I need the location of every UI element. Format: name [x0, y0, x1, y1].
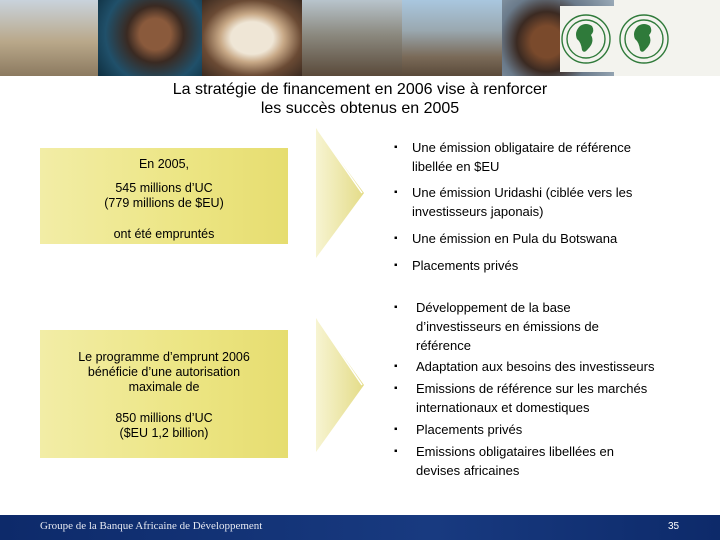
chevron-right-icon	[316, 318, 364, 452]
list-item-line: Placements privés	[416, 422, 523, 437]
photo-child	[98, 0, 202, 76]
list-item-line: d’investisseurs en émissions de	[416, 319, 599, 334]
summary-box-2005	[40, 148, 288, 244]
list-item-line: devises africaines	[416, 463, 520, 478]
box1-line-4: ont été empruntés	[113, 227, 215, 241]
box1-line-1: En 2005,	[138, 157, 190, 171]
box2-line-1: Le programme d’emprunt 2006	[78, 350, 250, 364]
list-item-line: Emissions de référence sur les marchés	[416, 381, 648, 396]
bullet-mark: ▪	[394, 233, 398, 244]
photo-city	[402, 0, 502, 76]
summary-box-2006	[40, 330, 288, 458]
bullet-mark: ▪	[394, 260, 398, 271]
bullet-mark: ▪	[394, 361, 398, 372]
photo-buildings	[0, 0, 98, 76]
bullet-mark: ▪	[394, 302, 398, 313]
footer-bar	[0, 515, 720, 540]
list-item-line: référence	[416, 338, 471, 353]
list-item-line: Une émission obligataire de référence	[412, 140, 631, 155]
title-line-2: les succès obtenus en 2005	[260, 100, 460, 117]
bullet-mark: ▪	[394, 446, 398, 457]
box2-line-3: maximale de	[128, 380, 200, 394]
bullet-mark: ▪	[394, 424, 398, 435]
photo-shell	[202, 0, 302, 76]
title-line-1: La stratégie de financement en 2006 vise à renforcer	[172, 81, 548, 98]
photo-banner	[0, 0, 720, 76]
box2-line-4: 850 millions d’UC	[115, 411, 213, 425]
box2-line-5: ($EU 1,2 billion)	[119, 426, 209, 440]
list-item-line: Adaptation aux besoins des investisseurs	[416, 359, 655, 374]
box2-line-2: bénéficie d’une autorisation	[87, 365, 241, 379]
list-item-line: Développement de la base	[416, 300, 571, 315]
list-item-line: Placements privés	[412, 258, 519, 273]
list-item-line: investisseurs japonais)	[412, 204, 544, 219]
bullet-mark: ▪	[394, 187, 398, 198]
bullet-mark: ▪	[394, 142, 398, 153]
chevron-right-icon	[316, 128, 364, 258]
slide-title	[100, 80, 620, 118]
footer-org-name: Groupe de la Banque Africaine de Développement	[40, 520, 263, 532]
list-item-line: Emissions obligataires libellées en	[416, 444, 614, 459]
box1-line-2: 545 millions d’UC	[115, 181, 213, 195]
list-item-line: Une émission Uridashi (ciblée vers les	[412, 185, 633, 200]
photo-machinery	[302, 0, 402, 76]
list-item-line: internationaux et domestiques	[416, 400, 590, 415]
bullet-mark: ▪	[394, 383, 398, 394]
box1-line-3: (779 millions de $EU)	[104, 196, 224, 210]
page-number: 35	[668, 521, 680, 532]
list-item-line: Une émission en Pula du Botswana	[412, 231, 618, 246]
list-item-line: libellée en $EU	[412, 159, 500, 174]
afdb-logo	[560, 6, 672, 72]
